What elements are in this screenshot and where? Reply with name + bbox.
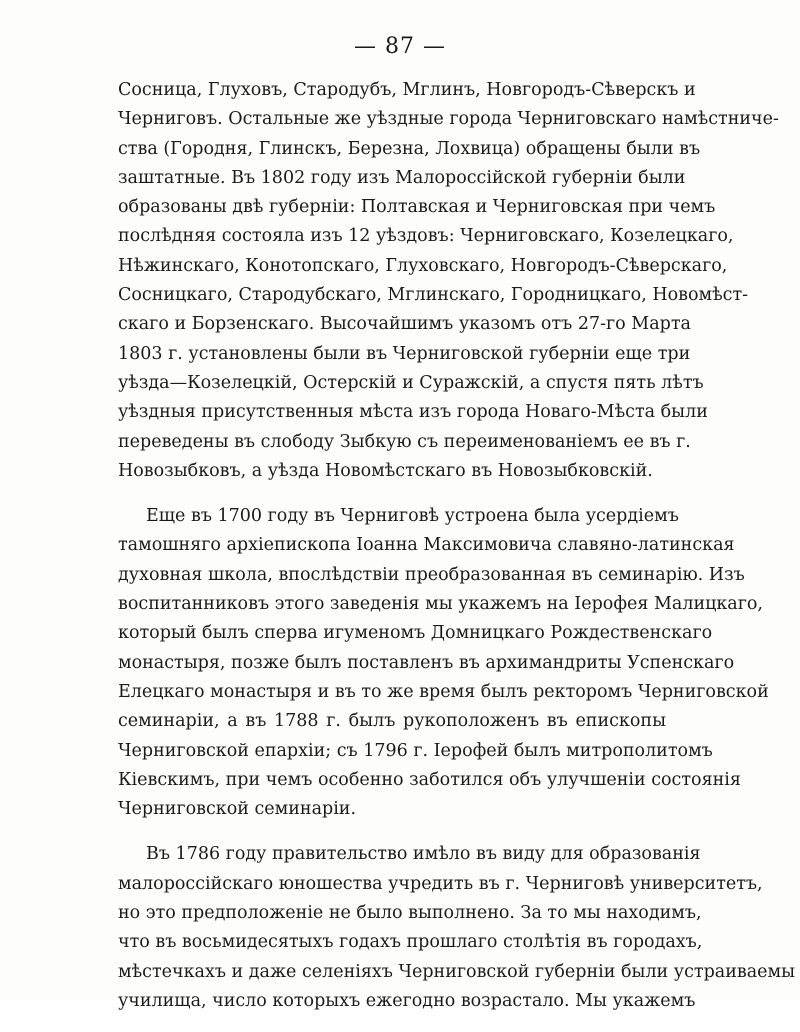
text-line: ства (Городня, Глинскъ, Березна, Лохвица) обращены были въ [118,138,701,159]
text-line: Елецкаго монастыря и въ то же время былъ ректоромъ Черниговской [118,681,769,702]
text-line: Въ 1786 году правительство имѣло въ виду для образованія [146,844,701,865]
text-line: тамошняго архіепископа Іоанна Максимовича славяно-латинская [118,535,735,556]
text-line: образованы двѣ губерніи: Полтавская и Черниговская при чемъ [118,197,716,218]
text-line: малороссійскаго юношества учредить въ г. Черниговѣ университетъ, [118,873,763,894]
text-line: Черниговской епархіи; съ 1796 г. Іерофей былъ митрополитомъ [118,740,713,761]
text-line: монастыря, позже былъ поставленъ въ архимандриты Успенскаго [118,652,735,673]
text-line: уѣздныя присутственныя мѣста изъ города Новаго-Мѣста были [118,402,708,423]
text-line: скаго и Борзенскаго. Высочайшимъ указомъ отъ 27-го Марта [118,314,691,335]
text-line: Сосницкаго, Стародубскаго, Мглинскаго, Городницкаго, Новомѣст- [118,285,749,306]
text-line: Нѣжинскаго, Конотопскаго, Глуховскаго, Новгородъ-Сѣверскаго, [118,255,728,276]
body-text [118,76,796,1032]
paragraph-1 [118,76,779,486]
page-number: — 87 — [354,34,446,59]
text-line: Еще въ 1700 году въ Черниговѣ устроена была усердіемъ [146,506,679,527]
paragraph-3 [118,840,796,1016]
text-line: Кіевскимъ, при чемъ особенно заботился объ улучшеніи состоянія [118,769,741,790]
text-line: но это предположеніе не было выполнено. За то мы находимъ, [118,903,702,924]
text-line: Черниговъ. Остальные же уѣздные города Черниговскаго намѣстниче- [118,109,779,130]
text-line: 1803 г. установлены были въ Черниговской губерніи еще три [118,343,691,364]
text-line: который былъ сперва игуменомъ Домницкаго Рождественскаго [118,623,713,644]
text-line: Сосница, Глуховъ, Стародубъ, Мглинъ, Новгородъ-Сѣверскъ и [118,80,696,100]
text-line: училища, число которыхъ ежегодно возрастало. Мы укажемъ [118,990,696,1011]
text-line: семинаріи, а въ 1788 г. былъ рукоположенъ въ епископы [118,711,666,732]
paragraph-2 [118,502,769,824]
text-line: переведены въ слободу Зыбкую съ переименованіемъ ее въ г. [118,431,691,452]
text-line: мѣстечкахъ и даже селеніяхъ Черниговской губерніи были устраиваемы [118,961,796,982]
text-line: что въ восьмидесятыхъ годахъ прошлаго столѣтія въ городахъ, [118,932,703,953]
text-line: Новозыбковъ, а уѣзда Новомѣстскаго въ Новозыбковскій. [118,460,653,481]
text-line: уѣзда—Козелецкій, Остерскій и Суражскій, а спустя пять лѣтъ [118,372,704,393]
text-line: духовная школа, впослѣдствіи преобразованная въ семинарію. Изъ [118,564,745,585]
text-line: заштатные. Въ 1802 году изъ Малороссійской губерніи были [118,167,686,188]
text-line: Черниговской семинаріи. [118,799,357,820]
text-line: воспитанниковъ этого заведенія мы укажемъ на Іерофея Малицкаго, [118,594,763,615]
text-line: послѣдняя состояла изъ 12 уѣздовъ: Черниговскаго, Козелецкаго, [118,226,734,247]
